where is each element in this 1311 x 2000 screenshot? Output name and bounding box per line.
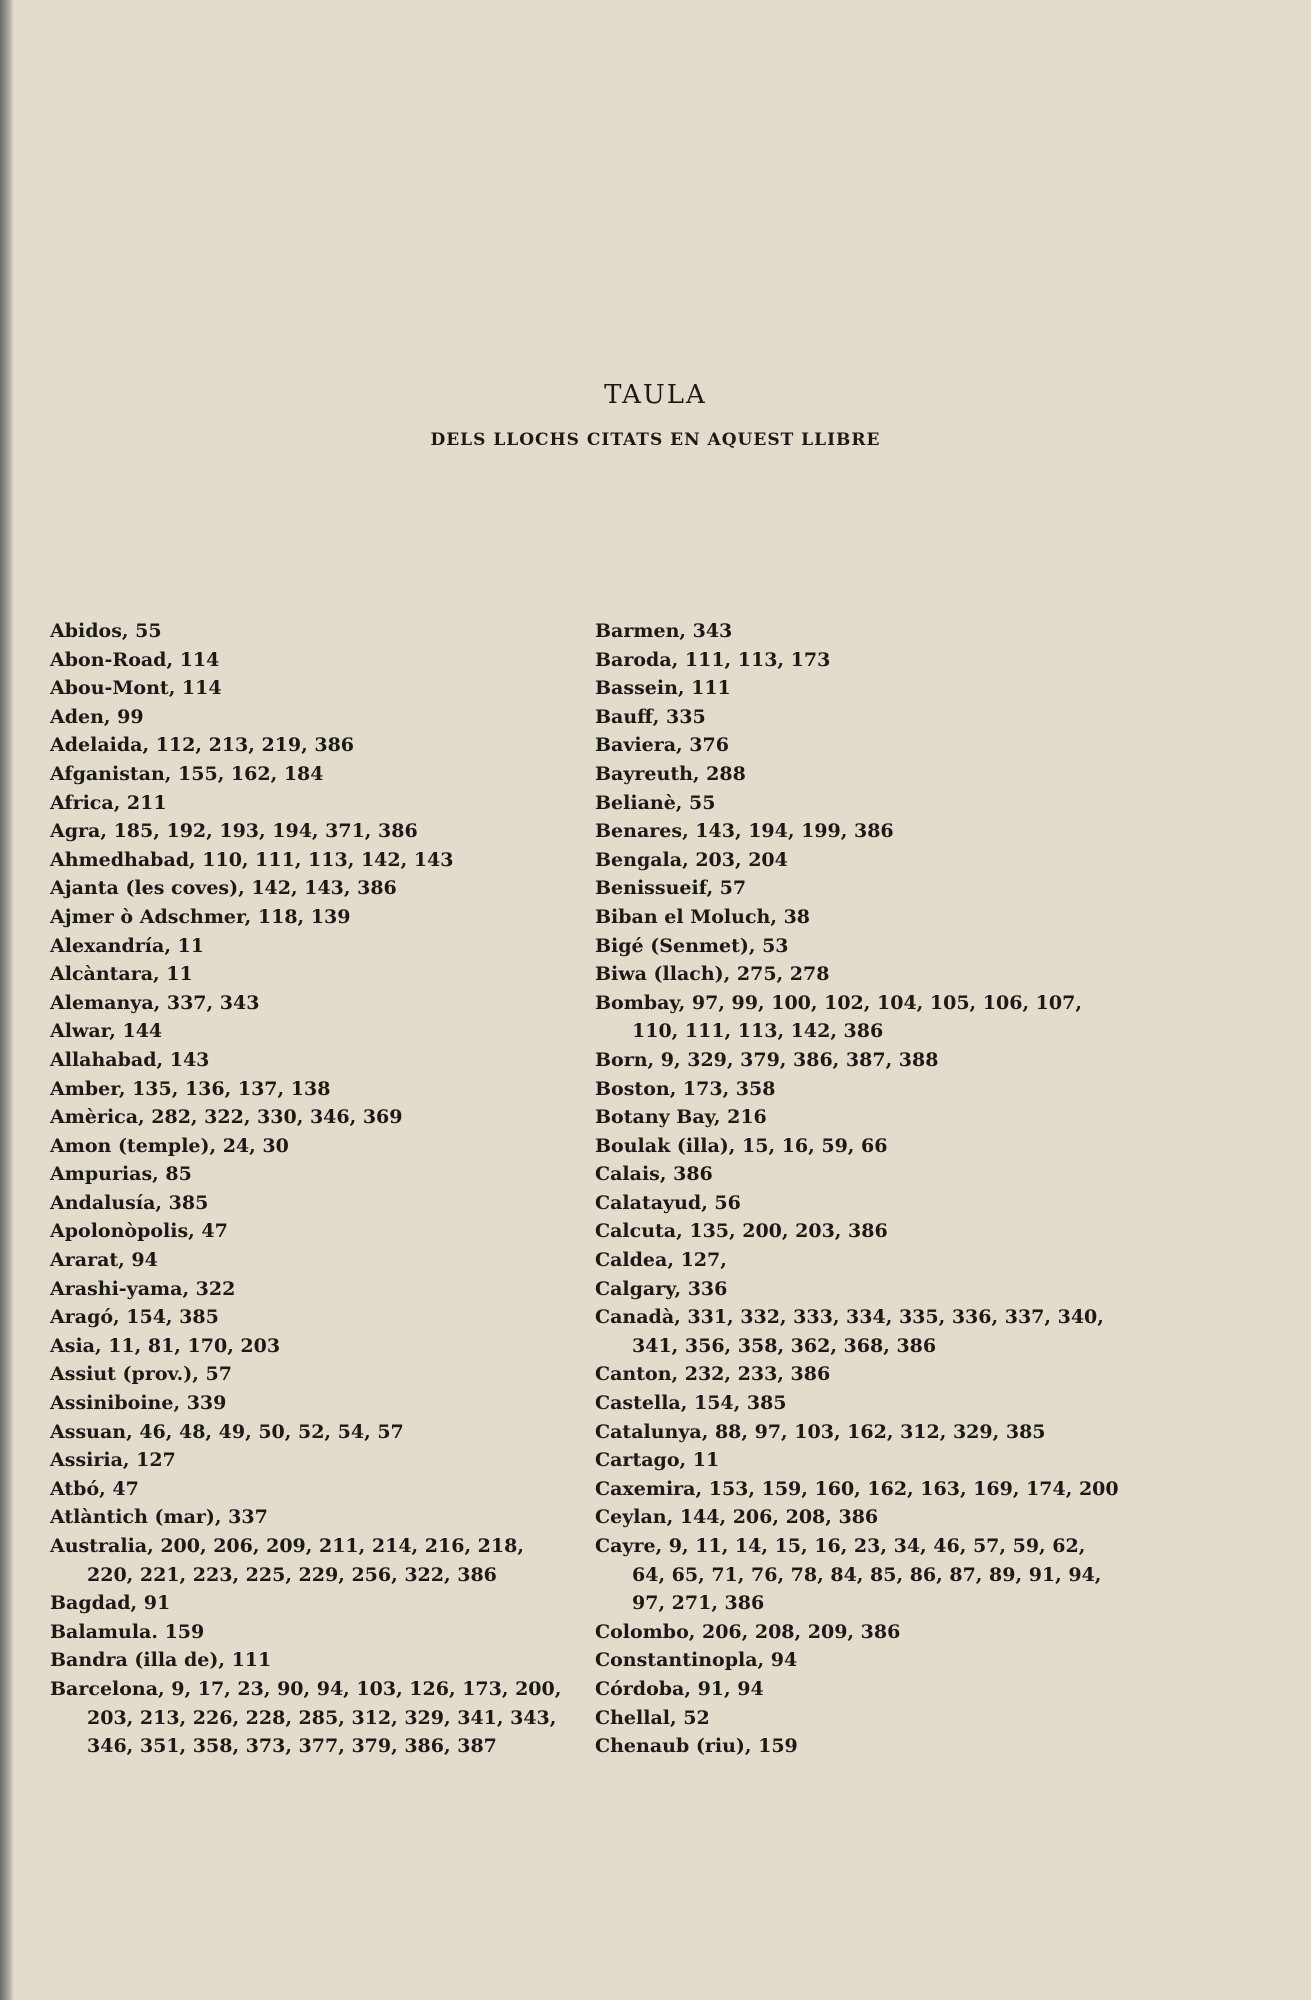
index-entry: Belianè, 55 <box>595 791 716 814</box>
index-entry: Boulak (illa), 15, 16, 59, 66 <box>595 1134 888 1157</box>
index-entry: Abon-Road, 114 <box>50 648 220 671</box>
index-entry: Constantinopla, 94 <box>595 1649 798 1672</box>
index-entry: Baviera, 376 <box>595 734 729 757</box>
index-entry: Cayre, 9, 11, 14, 15, 16, 23, 34, 46, 57, 59, 62, 64, 65, 71, 76, 78, 84, 85, 86, 87, 89, 91, 94, 97, 271, 386 <box>595 1535 1102 1615</box>
index-entry: Caldea, 127, <box>595 1249 727 1272</box>
index-entry: Córdoba, 91, 94 <box>595 1677 764 1700</box>
index-entry: Calcuta, 135, 200, 203, 386 <box>595 1220 888 1243</box>
index-entry: Arashi-yama, 322 <box>50 1277 236 1300</box>
index-entry: Chenaub (riu), 159 <box>595 1735 798 1758</box>
index-entry: Atlàntich (mar), 337 <box>50 1506 268 1529</box>
index-entry: Bengala, 203, 204 <box>595 848 788 871</box>
index-entry: Amon (temple), 24, 30 <box>50 1134 289 1157</box>
index-entry: Caxemira, 153, 159, 160, 162, 163, 169, 174, 200 <box>595 1477 1119 1500</box>
index-entry: Bassein, 111 <box>595 677 731 700</box>
index-entry: Bombay, 97, 99, 100, 102, 104, 105, 106, 107, 110, 111, 113, 142, 386 <box>595 991 1082 1043</box>
index-entry: Alwar, 144 <box>50 1020 163 1043</box>
index-column-right <box>595 617 1120 1761</box>
index-entry: Ahmedhabad, 110, 111, 113, 142, 143 <box>50 848 454 871</box>
index-entry: Africa, 211 <box>50 791 167 814</box>
index-entry: Barcelona, 9, 17, 23, 90, 94, 103, 126, 173, 200, 203, 213, 226, 228, 285, 312, 329, 341, 343, 346, 351, 358, 373, 377, 379, 386, 387 <box>50 1677 562 1758</box>
index-entry: Abidos, 55 <box>50 620 162 642</box>
index-entry: Catalunya, 88, 97, 103, 162, 312, 329, 385 <box>595 1420 1046 1443</box>
index-entry: Allahabad, 143 <box>50 1048 210 1071</box>
index-entry: Balamula. 159 <box>50 1620 205 1643</box>
index-entry: Apolonòpolis, 47 <box>50 1220 228 1243</box>
index-entry: Bandra (illa de), 111 <box>50 1649 272 1672</box>
index-entry: Aragó, 154, 385 <box>50 1306 219 1329</box>
index-entry: Alemanya, 337, 343 <box>50 991 260 1014</box>
index-entry: Biwa (llach), 275, 278 <box>595 963 830 986</box>
index-entry: Bauff, 335 <box>595 705 706 728</box>
index-entry: Australia, 200, 206, 209, 211, 214, 216, 218, 220, 221, 223, 225, 229, 256, 322, 386 <box>50 1535 524 1586</box>
index-entry: Canton, 232, 233, 386 <box>595 1363 831 1386</box>
index-entry: Benares, 143, 194, 199, 386 <box>595 820 894 843</box>
binding-gutter <box>0 0 14 2000</box>
index-entry: Bagdad, 91 <box>50 1592 171 1615</box>
index-entry: Abou-Mont, 114 <box>50 677 222 700</box>
index-entry: Ararat, 94 <box>50 1249 158 1272</box>
index-entry: Canadà, 331, 332, 333, 334, 335, 336, 337, 340, 341, 356, 358, 362, 368, 386 <box>595 1306 1104 1357</box>
index-entry: Barmen, 343 <box>595 620 733 642</box>
index-entry: Ajmer ò Adschmer, 118, 139 <box>50 905 351 928</box>
index-entry: Ajanta (les coves), 142, 143, 386 <box>50 877 397 900</box>
index-entry: Assiniboine, 339 <box>50 1392 227 1415</box>
index-entry: Agra, 185, 192, 193, 194, 371, 386 <box>50 820 418 843</box>
index-entry: Ceylan, 144, 206, 208, 386 <box>595 1506 879 1529</box>
index-entry: Calais, 386 <box>595 1163 713 1186</box>
index-entry: Amber, 135, 136, 137, 138 <box>50 1077 331 1100</box>
index-entry: Assiut (prov.), 57 <box>50 1363 232 1386</box>
index-entry: Botany Bay, 216 <box>595 1106 767 1129</box>
index-entry: Castella, 154, 385 <box>595 1392 787 1415</box>
index-entry: Boston, 173, 358 <box>595 1077 776 1100</box>
index-column-left <box>50 617 565 1761</box>
index-entry: Chellal, 52 <box>595 1706 710 1729</box>
index-entry: Amèrica, 282, 322, 330, 346, 369 <box>50 1106 403 1129</box>
page-title: TAULA <box>604 380 707 411</box>
index-entry: Alexandría, 11 <box>50 934 204 957</box>
index-entry: Alcàntara, 11 <box>50 963 193 986</box>
index-entry: Asia, 11, 81, 170, 203 <box>50 1334 281 1357</box>
index-entry: Calatayud, 56 <box>595 1191 741 1214</box>
index-entry: Adelaida, 112, 213, 219, 386 <box>50 734 355 757</box>
index-entry: Aden, 99 <box>50 705 144 728</box>
index-entry: Benissueif, 57 <box>595 877 747 900</box>
index-entry: Andalusía, 385 <box>50 1191 209 1214</box>
index-entry: Calgary, 336 <box>595 1277 728 1300</box>
index-entry: Baroda, 111, 113, 173 <box>595 648 831 671</box>
index-entry: Cartago, 11 <box>595 1449 720 1472</box>
index-entry: Afganistan, 155, 162, 184 <box>50 762 324 785</box>
index-entry: Assuan, 46, 48, 49, 50, 52, 54, 57 <box>50 1420 404 1443</box>
index-entry: Bayreuth, 288 <box>595 762 746 785</box>
index-entry: Colombo, 206, 208, 209, 386 <box>595 1620 901 1643</box>
index-entry: Ampurias, 85 <box>50 1163 192 1186</box>
index-entry: Bigé (Senmet), 53 <box>595 934 789 957</box>
index-entry: Born, 9, 329, 379, 386, 387, 388 <box>595 1048 939 1071</box>
index-entry: Biban el Moluch, 38 <box>595 905 811 928</box>
page-subtitle: DELS LLOCHS CITATS EN AQUEST LLIBRE <box>430 430 881 450</box>
index-entry: Assiria, 127 <box>50 1449 176 1472</box>
index-entry: Atbó, 47 <box>50 1477 139 1500</box>
